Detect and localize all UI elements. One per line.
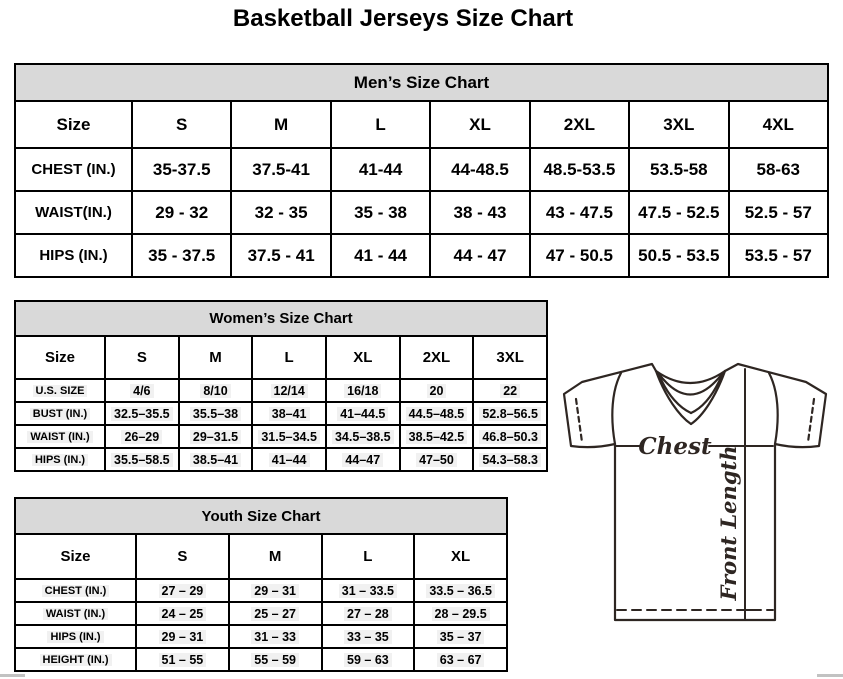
page-title: Basketball Jerseys Size Chart xyxy=(232,5,574,32)
col-header: S xyxy=(132,101,231,148)
size-value: 48.5-53.5 xyxy=(530,148,629,191)
col-header: Size xyxy=(15,336,105,379)
size-value: 50.5 - 53.5 xyxy=(629,234,728,277)
col-header: S xyxy=(105,336,179,379)
col-header: M xyxy=(231,101,330,148)
size-value: 38.5–42.5 xyxy=(400,425,474,448)
youth-table-title: Youth Size Chart xyxy=(15,498,507,534)
size-value: 59 – 63 xyxy=(322,648,415,671)
size-value: 38 - 43 xyxy=(430,191,529,234)
size-value: 31.5–34.5 xyxy=(252,425,326,448)
cuff-dash-right xyxy=(808,399,814,442)
size-value: 44–47 xyxy=(326,448,400,471)
col-header: 4XL xyxy=(729,101,828,148)
size-value: 38–41 xyxy=(252,402,326,425)
row-label: HEIGHT (IN.) xyxy=(15,648,136,671)
row-label: HIPS (IN.) xyxy=(15,234,132,277)
size-value: 47–50 xyxy=(400,448,474,471)
size-value: 53.5-58 xyxy=(629,148,728,191)
row-label: HIPS (IN.) xyxy=(15,625,136,648)
size-value: 51 – 55 xyxy=(136,648,229,671)
row-label: WAIST(IN.) xyxy=(15,191,132,234)
size-value: 37.5-41 xyxy=(231,148,330,191)
size-value: 33 – 35 xyxy=(322,625,415,648)
col-header: M xyxy=(179,336,253,379)
youth-size-chart-table xyxy=(14,497,508,672)
jersey-diagram xyxy=(555,358,840,630)
size-value: 37.5 - 41 xyxy=(231,234,330,277)
col-header: M xyxy=(229,534,322,579)
horizontal-scrollbar-fragment-left[interactable] xyxy=(0,674,25,677)
col-header: 3XL xyxy=(473,336,547,379)
size-value: 44-48.5 xyxy=(430,148,529,191)
size-value: 63 – 67 xyxy=(414,648,507,671)
size-value: 33.5 – 36.5 xyxy=(414,579,507,602)
size-value: 41 - 44 xyxy=(331,234,430,277)
size-value: 16/18 xyxy=(326,379,400,402)
col-header: 2XL xyxy=(400,336,474,379)
col-header: S xyxy=(136,534,229,579)
col-header: Size xyxy=(15,101,132,148)
size-value: 47 - 50.5 xyxy=(530,234,629,277)
col-header: XL xyxy=(430,101,529,148)
cuff-dash-left xyxy=(576,399,582,442)
col-header: XL xyxy=(414,534,507,579)
size-value: 41–44.5 xyxy=(326,402,400,425)
size-value: 46.8–50.3 xyxy=(473,425,547,448)
size-value: 12/14 xyxy=(252,379,326,402)
size-value: 32.5–35.5 xyxy=(105,402,179,425)
col-header: XL xyxy=(326,336,400,379)
womens-table-title: Women’s Size Chart xyxy=(15,301,547,336)
horizontal-scrollbar-fragment-right[interactable] xyxy=(817,674,843,677)
size-value: 29 – 31 xyxy=(136,625,229,648)
col-header: Size xyxy=(15,534,136,579)
size-value: 31 – 33 xyxy=(229,625,322,648)
size-value: 41–44 xyxy=(252,448,326,471)
size-value: 41-44 xyxy=(331,148,430,191)
size-value: 8/10 xyxy=(179,379,253,402)
size-value: 27 – 28 xyxy=(322,602,415,625)
row-label: HIPS (IN.) xyxy=(15,448,105,471)
size-value: 26–29 xyxy=(105,425,179,448)
size-value: 35 – 37 xyxy=(414,625,507,648)
size-value: 29–31.5 xyxy=(179,425,253,448)
size-value: 35-37.5 xyxy=(132,148,231,191)
size-value: 28 – 29.5 xyxy=(414,602,507,625)
size-value: 54.3–58.3 xyxy=(473,448,547,471)
col-header: 3XL xyxy=(629,101,728,148)
size-value: 32 - 35 xyxy=(231,191,330,234)
row-label: WAIST (IN.) xyxy=(15,602,136,625)
size-value: 52.8–56.5 xyxy=(473,402,547,425)
size-value: 44 - 47 xyxy=(430,234,529,277)
sleeve-seam-right xyxy=(769,373,778,444)
size-value: 24 – 25 xyxy=(136,602,229,625)
size-value: 35.5–58.5 xyxy=(105,448,179,471)
size-value: 52.5 - 57 xyxy=(729,191,828,234)
size-value: 31 – 33.5 xyxy=(322,579,415,602)
front-length-label: Front Length xyxy=(716,445,741,601)
col-header: 2XL xyxy=(530,101,629,148)
chest-label: Chest xyxy=(638,433,712,460)
size-value: 35.5–38 xyxy=(179,402,253,425)
size-value: 29 - 32 xyxy=(132,191,231,234)
row-label: BUST (IN.) xyxy=(15,402,105,425)
size-value: 53.5 - 57 xyxy=(729,234,828,277)
row-label: WAIST (IN.) xyxy=(15,425,105,448)
size-value: 44.5–48.5 xyxy=(400,402,474,425)
row-label: CHEST (IN.) xyxy=(15,579,136,602)
size-value: 22 xyxy=(473,379,547,402)
size-value: 35 - 38 xyxy=(331,191,430,234)
size-value: 55 – 59 xyxy=(229,648,322,671)
size-value: 25 – 27 xyxy=(229,602,322,625)
size-value: 20 xyxy=(400,379,474,402)
col-header: L xyxy=(322,534,415,579)
size-value: 34.5–38.5 xyxy=(326,425,400,448)
col-header: L xyxy=(252,336,326,379)
size-value: 4/6 xyxy=(105,379,179,402)
mens-table-title: Men’s Size Chart xyxy=(15,64,828,101)
womens-size-chart-table xyxy=(14,300,548,472)
size-value: 29 – 31 xyxy=(229,579,322,602)
size-value: 43 - 47.5 xyxy=(530,191,629,234)
mens-size-chart-table xyxy=(14,63,829,278)
col-header: L xyxy=(331,101,430,148)
size-value: 38.5–41 xyxy=(179,448,253,471)
size-value: 47.5 - 52.5 xyxy=(629,191,728,234)
size-value: 27 – 29 xyxy=(136,579,229,602)
row-label: U.S. SIZE xyxy=(15,379,105,402)
sleeve-seam-left xyxy=(612,373,621,444)
row-label: CHEST (IN.) xyxy=(15,148,132,191)
size-value: 35 - 37.5 xyxy=(132,234,231,277)
size-value: 58-63 xyxy=(729,148,828,191)
jersey-outline xyxy=(564,364,826,620)
